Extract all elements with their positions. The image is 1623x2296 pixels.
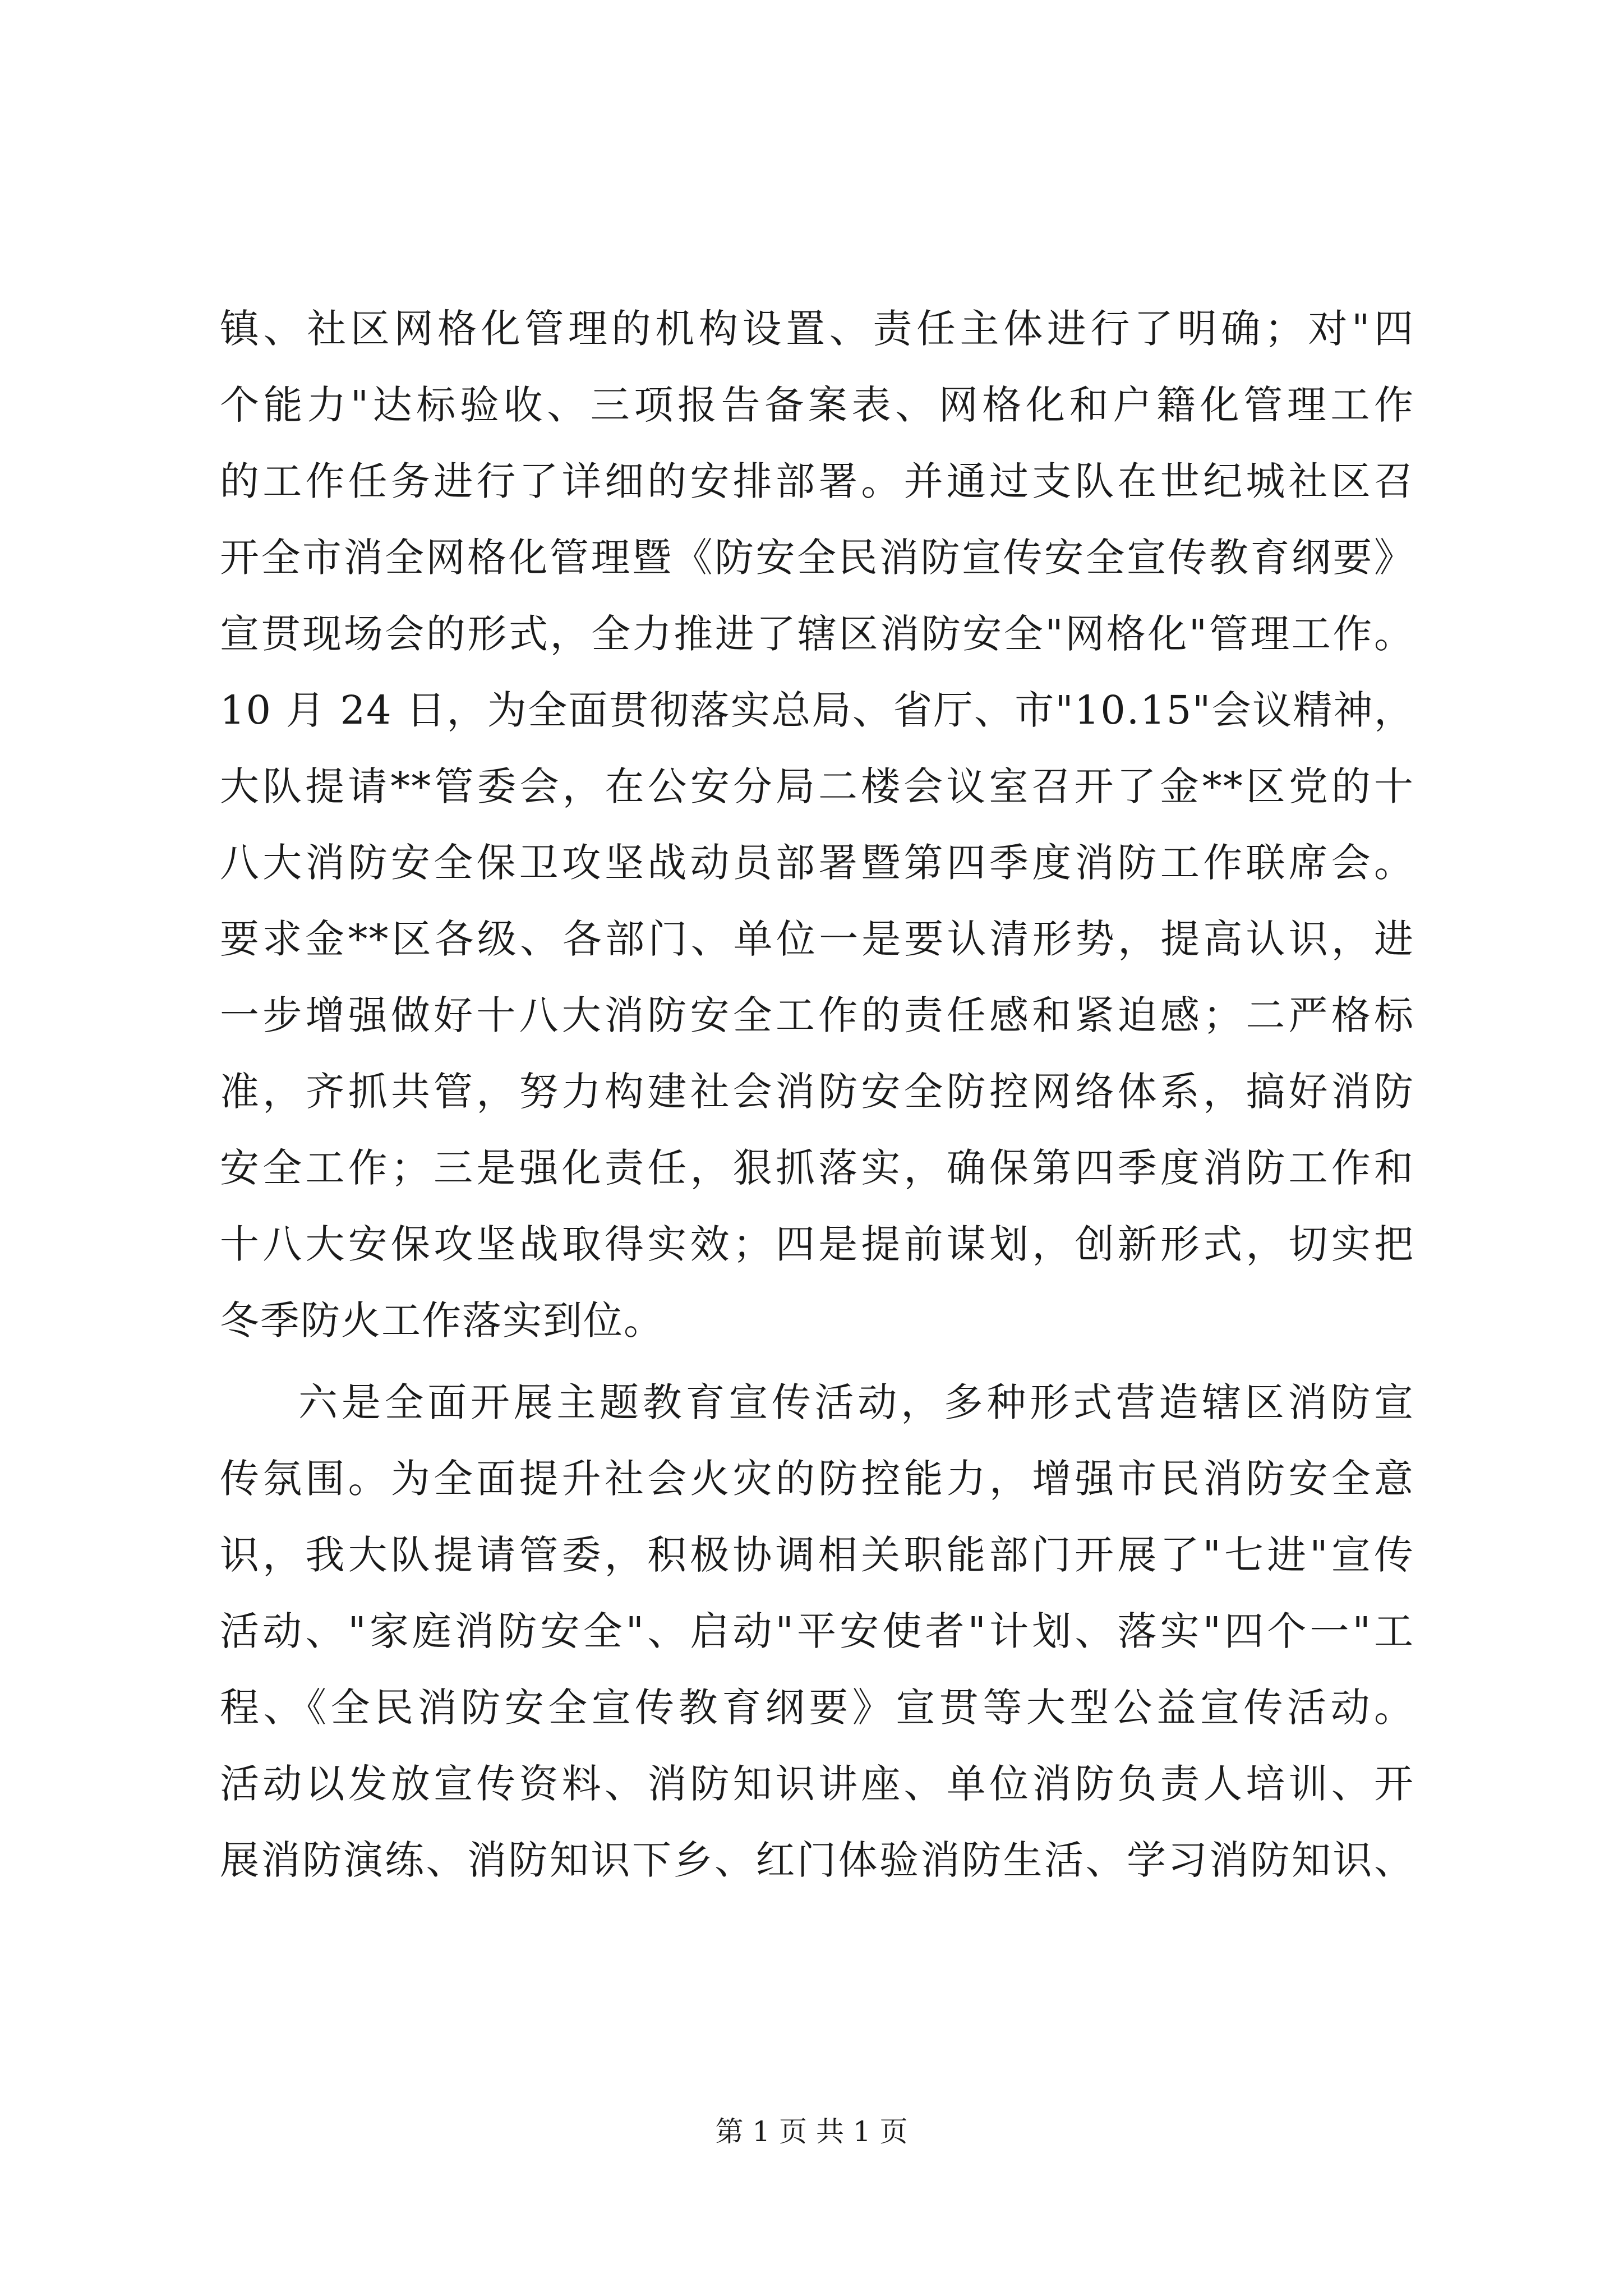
text-line: 要求金**区各级、各部门、单位一是要认清形势，提高认识，进: [220, 916, 1414, 962]
text-line: 八大消防安全保卫攻坚战动员部署暨第四季度消防工作联席会。: [220, 840, 1414, 886]
text-line: 大队提请**管委会，在公安分局二楼会议室召开了金**区党的十: [220, 763, 1414, 809]
text-line: 安全工作；三是强化责任，狠抓落实，确保第四季度消防工作和: [220, 1145, 1414, 1191]
text-line: 活动以发放宣传资料、消防知识讲座、单位消防负责人培训、开: [220, 1761, 1414, 1807]
text-line: 开全市消全网格化管理暨《防安全民消防宣传安全宣传教育纲要》: [220, 535, 1414, 581]
paragraph-2: [220, 1364, 1414, 1898]
text-line: 10 月 24 日，为全面贯彻落实总局、省厅、市"10.15"会议精神，: [220, 687, 1414, 733]
text-line: 镇、社区网格化管理的机构设置、责任主体进行了明确；对"四: [220, 306, 1414, 352]
text-line: 传氛围。为全面提升社会火灾的防控能力，增强市民消防安全意: [220, 1456, 1414, 1502]
text-line: 准，齐抓共管，努力构建社会消防安全防控网络体系，搞好消防: [220, 1069, 1414, 1115]
text-line: 程、《全民消防安全宣传教育纲要》宣贯等大型公益宣传活动。: [220, 1685, 1414, 1731]
text-line: 展消防演练、消防知识下乡、红门体验消防生活、学习消防知识、: [220, 1837, 1414, 1883]
text-line: 冬季防火工作落实到位。: [220, 1297, 664, 1343]
text-line: 十八大安保攻坚战取得实效；四是提前谋划，创新形式，切实把: [220, 1221, 1414, 1267]
text-line: 个能力"达标验收、三项报告备案表、网格化和户籍化管理工作: [220, 382, 1414, 428]
paragraph-1: [220, 291, 1414, 1359]
page-number: 第 1 页 共 1 页: [715, 2115, 908, 2148]
text-line: 活动、"家庭消防安全"、启动"平安使者"计划、落实"四个一"工: [220, 1608, 1414, 1654]
page-footer: [0, 2115, 1623, 2148]
document-body: [220, 291, 1414, 1898]
paragraph-gap: [220, 1359, 1414, 1364]
text-line: 六是全面开展主题教育宣传活动，多种形式营造辖区消防宣: [298, 1379, 1414, 1425]
text-line: 一步增强做好十八大消防安全工作的责任感和紧迫感；二严格标: [220, 992, 1414, 1038]
text-line: 的工作任务进行了详细的安排部署。并通过支队在世纪城社区召: [220, 458, 1414, 504]
text-line: 识，我大队提请管委，积极协调相关职能部门开展了"七进"宣传: [220, 1532, 1414, 1578]
text-line: 宣贯现场会的形式，全力推进了辖区消防安全"网格化"管理工作。: [220, 611, 1414, 657]
